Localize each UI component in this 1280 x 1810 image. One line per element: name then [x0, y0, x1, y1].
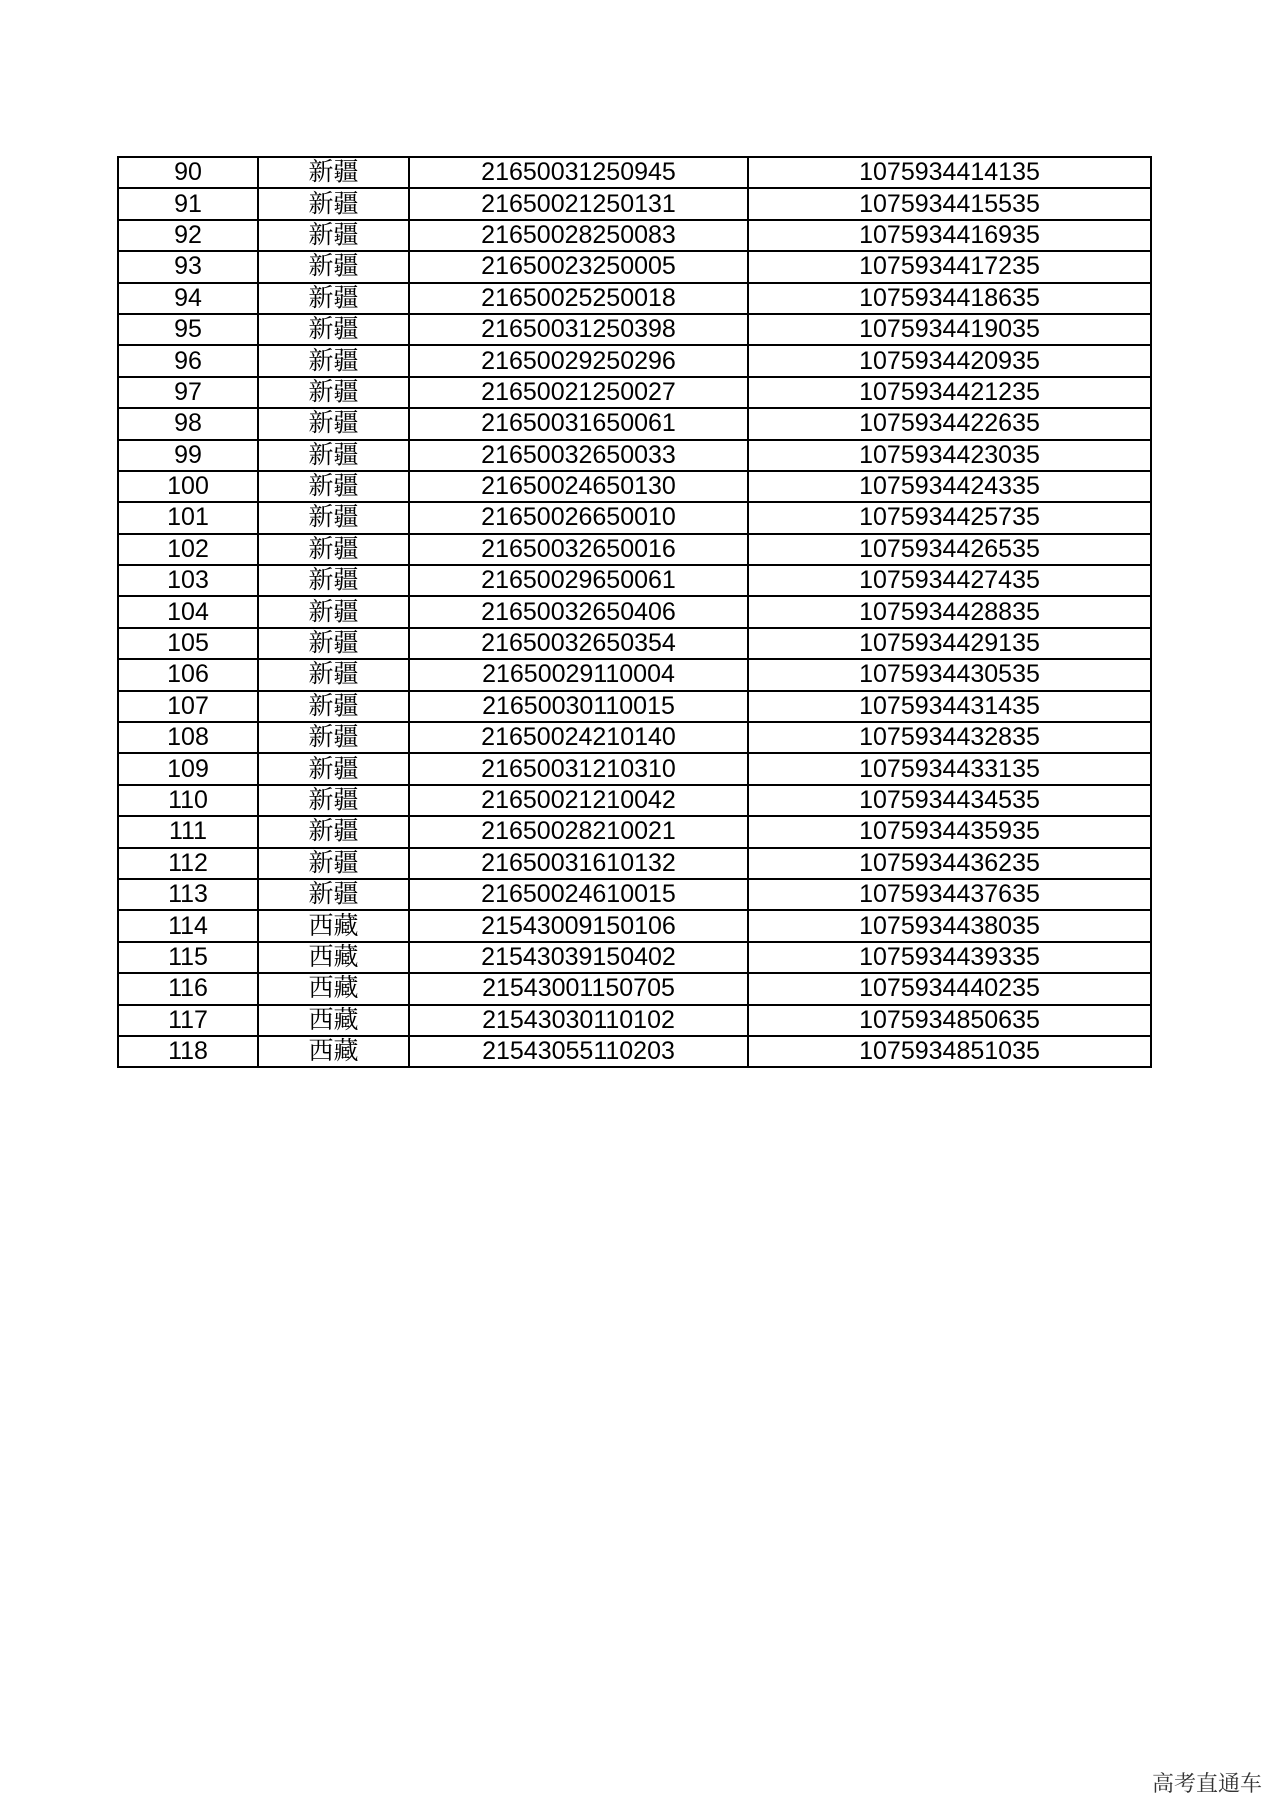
row-number-cell: 111	[118, 816, 258, 847]
candidate-id-cell: 21650030110015	[409, 691, 748, 722]
candidate-id-cell: 21650021210042	[409, 785, 748, 816]
candidate-id-cell: 21650032650406	[409, 596, 748, 627]
notice-number-cell: 1075934850635	[748, 1005, 1151, 1036]
candidate-id-cell: 21543039150402	[409, 942, 748, 973]
notice-number-cell: 1075934438035	[748, 910, 1151, 941]
region-cell: 新疆	[258, 722, 409, 753]
table-row	[118, 879, 1151, 910]
region-cell: 新疆	[258, 753, 409, 784]
table-row	[118, 408, 1151, 439]
region-cell: 新疆	[258, 659, 409, 690]
candidate-id-cell: 21543009150106	[409, 910, 748, 941]
notice-number-cell: 1075934430535	[748, 659, 1151, 690]
row-number-cell: 97	[118, 377, 258, 408]
region-cell: 新疆	[258, 471, 409, 502]
region-cell: 西藏	[258, 973, 409, 1004]
candidate-id-cell: 21650031250398	[409, 314, 748, 345]
row-number-cell: 116	[118, 973, 258, 1004]
candidate-id-cell: 21650024210140	[409, 722, 748, 753]
row-number-cell: 102	[118, 534, 258, 565]
notice-number-cell: 1075934439335	[748, 942, 1151, 973]
candidate-id-cell: 21543001150705	[409, 973, 748, 1004]
table-row	[118, 628, 1151, 659]
candidate-id-cell: 21650028250083	[409, 220, 748, 251]
row-number-cell: 95	[118, 314, 258, 345]
row-number-cell: 100	[118, 471, 258, 502]
region-cell: 新疆	[258, 785, 409, 816]
row-number-cell: 117	[118, 1005, 258, 1036]
candidate-id-cell: 21543030110102	[409, 1005, 748, 1036]
table-row	[118, 848, 1151, 879]
notice-number-cell: 1075934414135	[748, 157, 1151, 188]
table-row	[118, 188, 1151, 219]
region-cell: 西藏	[258, 1036, 409, 1067]
notice-number-cell: 1075934423035	[748, 440, 1151, 471]
candidate-id-cell: 21650024610015	[409, 879, 748, 910]
table-row	[118, 1036, 1151, 1067]
candidate-id-cell: 21650031210310	[409, 753, 748, 784]
region-cell: 新疆	[258, 377, 409, 408]
data-table	[117, 156, 1152, 1068]
region-cell: 新疆	[258, 534, 409, 565]
row-number-cell: 92	[118, 220, 258, 251]
row-number-cell: 103	[118, 565, 258, 596]
notice-number-cell: 1075934419035	[748, 314, 1151, 345]
notice-number-cell: 1075934429135	[748, 628, 1151, 659]
row-number-cell: 112	[118, 848, 258, 879]
row-number-cell: 93	[118, 251, 258, 282]
table-row	[118, 691, 1151, 722]
row-number-cell: 90	[118, 157, 258, 188]
row-number-cell: 104	[118, 596, 258, 627]
table-row	[118, 659, 1151, 690]
candidate-id-cell: 21650024650130	[409, 471, 748, 502]
candidate-id-cell: 21650023250005	[409, 251, 748, 282]
notice-number-cell: 1075934424335	[748, 471, 1151, 502]
candidate-id-cell: 21650031250945	[409, 157, 748, 188]
candidate-id-cell: 21650032650033	[409, 440, 748, 471]
candidate-id-cell: 21650032650354	[409, 628, 748, 659]
notice-number-cell: 1075934428835	[748, 596, 1151, 627]
notice-number-cell: 1075934432835	[748, 722, 1151, 753]
table-row	[118, 220, 1151, 251]
region-cell: 新疆	[258, 628, 409, 659]
notice-number-cell: 1075934433135	[748, 753, 1151, 784]
table-body	[118, 157, 1151, 1067]
region-cell: 新疆	[258, 848, 409, 879]
notice-number-cell: 1075934437635	[748, 879, 1151, 910]
table-row	[118, 785, 1151, 816]
table-row	[118, 534, 1151, 565]
notice-number-cell: 1075934431435	[748, 691, 1151, 722]
region-cell: 西藏	[258, 910, 409, 941]
region-cell: 新疆	[258, 251, 409, 282]
notice-number-cell: 1075934421235	[748, 377, 1151, 408]
candidate-id-cell: 21650031650061	[409, 408, 748, 439]
region-cell: 西藏	[258, 942, 409, 973]
region-cell: 新疆	[258, 408, 409, 439]
candidate-id-cell: 21650026650010	[409, 502, 748, 533]
row-number-cell: 108	[118, 722, 258, 753]
table-row	[118, 942, 1151, 973]
notice-number-cell: 1075934415535	[748, 188, 1151, 219]
notice-number-cell: 1075934440235	[748, 973, 1151, 1004]
row-number-cell: 114	[118, 910, 258, 941]
row-number-cell: 91	[118, 188, 258, 219]
region-cell: 新疆	[258, 440, 409, 471]
row-number-cell: 101	[118, 502, 258, 533]
row-number-cell: 105	[118, 628, 258, 659]
row-number-cell: 107	[118, 691, 258, 722]
candidate-id-cell: 21650028210021	[409, 816, 748, 847]
table-row	[118, 314, 1151, 345]
region-cell: 新疆	[258, 283, 409, 314]
region-cell: 新疆	[258, 314, 409, 345]
notice-number-cell: 1075934426535	[748, 534, 1151, 565]
region-cell: 新疆	[258, 691, 409, 722]
notice-number-cell: 1075934416935	[748, 220, 1151, 251]
table-row	[118, 910, 1151, 941]
region-cell: 新疆	[258, 879, 409, 910]
table-row	[118, 157, 1151, 188]
notice-number-cell: 1075934436235	[748, 848, 1151, 879]
table-row	[118, 565, 1151, 596]
candidate-id-cell: 21650032650016	[409, 534, 748, 565]
candidate-id-cell: 21650029250296	[409, 345, 748, 376]
row-number-cell: 115	[118, 942, 258, 973]
candidate-id-cell: 21650029110004	[409, 659, 748, 690]
table-row	[118, 345, 1151, 376]
region-cell: 新疆	[258, 816, 409, 847]
notice-number-cell: 1075934422635	[748, 408, 1151, 439]
table-row	[118, 753, 1151, 784]
notice-number-cell: 1075934425735	[748, 502, 1151, 533]
row-number-cell: 106	[118, 659, 258, 690]
table-row	[118, 283, 1151, 314]
row-number-cell: 118	[118, 1036, 258, 1067]
table-row	[118, 973, 1151, 1004]
region-cell: 新疆	[258, 188, 409, 219]
notice-number-cell: 1075934427435	[748, 565, 1151, 596]
row-number-cell: 94	[118, 283, 258, 314]
table-row	[118, 816, 1151, 847]
watermark-text: 高考直通车	[1151, 1772, 1262, 1797]
candidate-id-cell: 21650025250018	[409, 283, 748, 314]
table-row	[118, 471, 1151, 502]
region-cell: 新疆	[258, 565, 409, 596]
candidate-id-cell: 21650029650061	[409, 565, 748, 596]
candidate-id-cell: 21650021250131	[409, 188, 748, 219]
table-row	[118, 440, 1151, 471]
notice-number-cell: 1075934435935	[748, 816, 1151, 847]
table-row	[118, 251, 1151, 282]
table-row	[118, 377, 1151, 408]
notice-number-cell: 1075934420935	[748, 345, 1151, 376]
row-number-cell: 110	[118, 785, 258, 816]
row-number-cell: 109	[118, 753, 258, 784]
table-row	[118, 502, 1151, 533]
region-cell: 新疆	[258, 502, 409, 533]
region-cell: 新疆	[258, 157, 409, 188]
notice-number-cell: 1075934418635	[748, 283, 1151, 314]
table-row	[118, 1005, 1151, 1036]
table-row	[118, 596, 1151, 627]
row-number-cell: 96	[118, 345, 258, 376]
candidate-id-cell: 21543055110203	[409, 1036, 748, 1067]
row-number-cell: 98	[118, 408, 258, 439]
row-number-cell: 113	[118, 879, 258, 910]
region-cell: 新疆	[258, 596, 409, 627]
candidate-id-cell: 21650021250027	[409, 377, 748, 408]
region-cell: 新疆	[258, 220, 409, 251]
notice-number-cell: 1075934434535	[748, 785, 1151, 816]
region-cell: 西藏	[258, 1005, 409, 1036]
notice-number-cell: 1075934851035	[748, 1036, 1151, 1067]
notice-number-cell: 1075934417235	[748, 251, 1151, 282]
region-cell: 新疆	[258, 345, 409, 376]
row-number-cell: 99	[118, 440, 258, 471]
table-row	[118, 722, 1151, 753]
candidate-id-cell: 21650031610132	[409, 848, 748, 879]
